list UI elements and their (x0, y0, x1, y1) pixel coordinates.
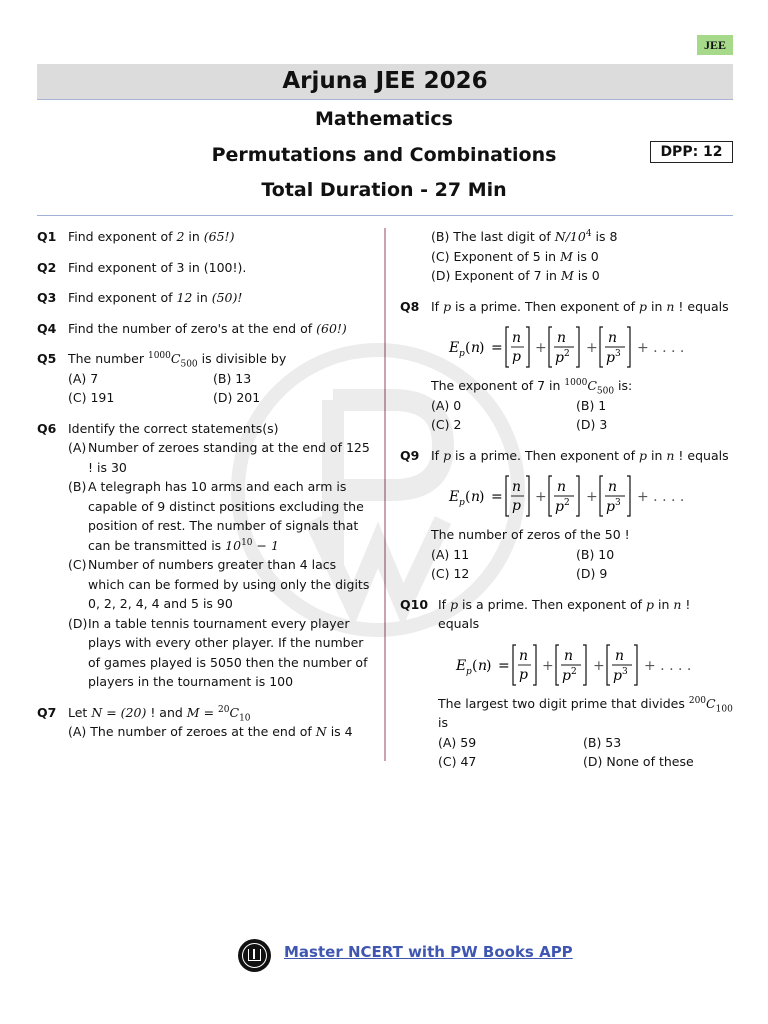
math-part: M (560, 268, 574, 283)
svg-text:n: n (608, 330, 618, 346)
math-part: M (186, 704, 200, 720)
svg-text:n: n (557, 479, 567, 495)
option: (A) 59 (438, 734, 477, 750)
option: (A) 11 (431, 546, 470, 562)
question-8 (400, 297, 735, 435)
option: (C) 47 (438, 754, 477, 769)
svg-text:n: n (564, 647, 574, 664)
svg-text:=: = (491, 340, 503, 356)
text-part: is 0 (573, 268, 600, 283)
math-part: C (706, 695, 716, 711)
text-part: in (647, 298, 667, 314)
math-part: p (443, 298, 452, 314)
svg-text:+: + (535, 340, 547, 356)
math-part: = (199, 704, 219, 720)
svg-text:2: 2 (564, 349, 570, 359)
math-part: 12 (176, 290, 193, 305)
svg-text:E: E (456, 657, 467, 674)
svg-text:n: n (615, 647, 625, 664)
option: (A) 7 (68, 370, 99, 386)
svg-text:p: p (606, 499, 615, 515)
svg-text:n: n (608, 479, 618, 495)
svg-text:2: 2 (564, 498, 570, 508)
text-part: is a prime. Then exponent of (458, 596, 647, 612)
question-text (431, 446, 735, 466)
text-part: The exponent of 7 in (431, 378, 565, 393)
sub-question-text: The number of zeros of the 50 ! (431, 527, 630, 542)
pw-books-app-link[interactable]: Master NCERT with PW Books APP (284, 943, 573, 961)
question-text: Find exponent of 3 in (100!). (68, 259, 247, 275)
svg-text:n: n (512, 330, 522, 346)
question-3 (37, 288, 372, 308)
question-text (438, 595, 735, 634)
text-part: is 8 (591, 229, 618, 244)
statement-label: (C) (68, 557, 87, 572)
math-part: (65!) (203, 229, 235, 244)
math-part: p (639, 447, 648, 463)
svg-text:(: ( (465, 489, 471, 505)
math-part: n (666, 298, 675, 314)
statement-text: Number of numbers greater than 4 lacs which can be formed by using only the digits 0, 2, 2, 4, 4 and 5 is 90 (88, 557, 370, 611)
question-text (68, 349, 372, 369)
option-d (431, 266, 735, 286)
left-column (37, 227, 372, 742)
svg-text:+ . . . .: + . . . . (644, 657, 692, 674)
options-grid (68, 369, 372, 408)
math-part: N (91, 704, 103, 720)
subscript: 500 (596, 386, 615, 397)
svg-text:+: + (593, 657, 605, 674)
dpp-badge: DPP: 12 (650, 141, 733, 163)
text-part: is a prime. Then exponent of (451, 298, 640, 314)
question-5 (37, 349, 372, 408)
option: (C) 191 (68, 390, 115, 405)
text-part: The largest two digit prime that divides (438, 695, 689, 711)
option: (A) 0 (431, 397, 462, 413)
sub-question-text (438, 694, 735, 733)
options-grid (431, 396, 735, 435)
statement-label: (A) (68, 440, 87, 455)
text-part: If (431, 447, 444, 463)
svg-text:3: 3 (615, 349, 621, 359)
option: (B) 13 (213, 370, 252, 386)
question-number: Q10 (400, 596, 429, 612)
math-part: N (315, 724, 327, 739)
question-number: Q5 (37, 351, 57, 366)
book-app-icon[interactable] (238, 939, 271, 972)
text-part: Find exponent of (68, 290, 177, 305)
statement-label: (B) (68, 479, 87, 494)
book-icon (248, 949, 261, 961)
svg-text:3: 3 (622, 666, 628, 677)
svg-text:p: p (519, 666, 528, 683)
statement-c (68, 555, 372, 614)
text-part: The number (68, 351, 148, 366)
statement-label: (D) (68, 615, 88, 631)
text-part: (C) Exponent of 5 in (431, 248, 561, 264)
text-part: (D) Exponent of 7 in (431, 268, 561, 283)
svg-text:+: + (542, 657, 554, 674)
question-text (68, 227, 372, 247)
svg-text:(: ( (465, 340, 471, 356)
text-part: in (192, 290, 212, 305)
superscript: 10 (241, 537, 253, 548)
math-part: C (587, 378, 597, 393)
question-text (68, 703, 372, 723)
svg-text:+: + (535, 489, 547, 505)
question-number: Q1 (37, 229, 57, 244)
question-text (68, 288, 372, 308)
option: (D) 9 (576, 566, 608, 581)
text-part: in (654, 596, 674, 612)
math-part: (50)! (211, 290, 243, 305)
svg-text:n: n (519, 647, 529, 664)
exam-tag: JEE (697, 35, 733, 55)
options-grid (431, 545, 735, 584)
question-number: Q2 (37, 259, 57, 275)
question-number: Q9 (400, 447, 420, 463)
math-part: − 1 (252, 537, 279, 553)
svg-text:+ . . . .: + . . . . (637, 489, 685, 505)
math-part: M (560, 248, 573, 264)
statement-b (68, 477, 372, 555)
statement-text: Number of zeroes standing at the end of 125 ! is 30 (88, 440, 370, 475)
sub-question-text (431, 376, 735, 396)
statement-d (68, 614, 372, 692)
math-part: n (666, 447, 675, 463)
question-text (68, 319, 372, 339)
text-part: Find the number of zero's at the end of (68, 320, 317, 336)
chapter-heading: Permutations and Combinations (211, 144, 557, 166)
math-part: p (639, 298, 648, 314)
statement-a (68, 438, 372, 477)
subject-heading: Mathematics (314, 108, 453, 130)
question-number: Q4 (37, 320, 57, 336)
text-part: is 0 (572, 248, 599, 264)
option: (D) None of these (583, 754, 694, 769)
legendre-formula (431, 471, 735, 521)
superscript: 200 (688, 695, 707, 706)
legendre-formula (431, 322, 735, 372)
text-part: in (647, 447, 667, 463)
option-a (68, 722, 372, 742)
question-2 (37, 258, 372, 278)
text-part: ! equals (674, 447, 729, 463)
text-part: is: (614, 378, 633, 393)
svg-text:): ) (486, 657, 492, 674)
question-number: Q7 (37, 704, 57, 720)
question-7-continued (400, 227, 735, 286)
question-number: Q6 (37, 420, 57, 436)
option: (D) 3 (576, 417, 608, 432)
svg-text:p: p (459, 349, 465, 359)
svg-text:n: n (471, 340, 481, 356)
math-part: 2 (176, 229, 185, 244)
text-part: is 4 (326, 724, 353, 739)
svg-text:): ) (479, 489, 485, 505)
option: (C) 2 (431, 417, 462, 432)
statement-text: In a table tennis tournament every player plays with every other player. If the number of games played is 5050 then the number of players in the tournament is 100 (88, 615, 368, 689)
superscript: 4 (585, 228, 592, 239)
text-part: Find exponent of (68, 229, 177, 244)
option: (B) 53 (583, 734, 622, 750)
math-part: p (646, 596, 655, 612)
superscript: 1000 (564, 377, 588, 388)
svg-text:3: 3 (615, 498, 621, 508)
svg-text:E: E (449, 340, 460, 356)
math-part: C (170, 351, 181, 366)
text-part: is a prime. Then exponent of (451, 447, 640, 463)
header-divider (37, 215, 733, 216)
svg-text:p: p (512, 498, 521, 514)
superscript: 1000 (147, 350, 171, 361)
option: (C) 12 (431, 566, 470, 581)
math-part: = (20) (102, 704, 147, 720)
svg-text:n: n (557, 330, 567, 346)
question-7 (37, 703, 372, 742)
subscript: 10 (239, 713, 251, 723)
svg-text:2: 2 (571, 666, 577, 677)
math-part: C (229, 704, 240, 720)
question-4 (37, 319, 372, 339)
text-part: in (184, 229, 204, 244)
svg-text:p: p (606, 350, 615, 366)
legendre-formula (438, 640, 735, 690)
svg-text:p: p (459, 498, 465, 508)
math-part: 10 (225, 537, 242, 553)
svg-text:p: p (562, 667, 571, 684)
text-part: Let (68, 704, 92, 720)
math-part: n (673, 596, 682, 612)
svg-text:p: p (512, 349, 521, 365)
math-part: (60!) (316, 320, 347, 336)
svg-text:+ . . . .: + . . . . (637, 340, 685, 356)
text-part: ! equals (674, 298, 729, 314)
svg-text:n: n (471, 489, 481, 505)
option: (B) 1 (576, 397, 607, 413)
statement-text: A telegraph has 10 arms and each arm is capable of 9 distinct positions excluding the position of rest. The number of signals that can be transmitted is (88, 479, 364, 553)
options-grid (438, 733, 735, 772)
superscript: 20 (218, 704, 230, 715)
text-part: If (438, 596, 451, 612)
svg-text:+: + (586, 340, 598, 356)
question-number: Q8 (400, 298, 420, 314)
svg-text:p: p (555, 499, 564, 515)
svg-text:=: = (498, 657, 510, 674)
option-c (431, 247, 735, 267)
question-6 (37, 419, 372, 692)
question-text (431, 297, 735, 317)
question-10 (400, 595, 735, 772)
option: (D) 201 (213, 390, 261, 405)
math-part: p (443, 447, 452, 463)
math-part: N/10 (554, 229, 586, 244)
text-part: ! equals (438, 596, 691, 631)
page-title: Arjuna JEE 2026 (37, 64, 733, 100)
math-part: p (450, 596, 459, 612)
subscript: 500 (180, 359, 198, 370)
text-part: If (431, 298, 444, 314)
question-number: Q3 (37, 290, 57, 305)
option: (B) 10 (576, 546, 615, 562)
svg-text:p: p (555, 350, 564, 366)
svg-text:E: E (449, 489, 460, 505)
svg-text:p: p (466, 666, 472, 677)
svg-text:p: p (613, 667, 622, 684)
text-part: ! and (146, 704, 187, 720)
subscript: 100 (715, 704, 733, 714)
svg-text:+: + (586, 489, 598, 505)
svg-text:(: ( (472, 657, 478, 674)
question-9 (400, 446, 735, 584)
svg-text:n: n (478, 657, 488, 674)
option-b (431, 227, 735, 247)
text-part: is (438, 715, 448, 730)
svg-text:): ) (479, 340, 485, 356)
text-part: is divisible by (197, 351, 287, 366)
right-column (400, 227, 735, 783)
svg-text:n: n (512, 479, 522, 495)
text-part: (B) The last digit of (431, 229, 555, 244)
question-1 (37, 227, 372, 247)
text-part: (A) The number of zeroes at the end of (68, 724, 316, 739)
question-text: Identify the correct statements(s) (68, 420, 279, 436)
svg-text:=: = (491, 489, 503, 505)
duration-heading: Total Duration - 27 Min (261, 179, 507, 201)
